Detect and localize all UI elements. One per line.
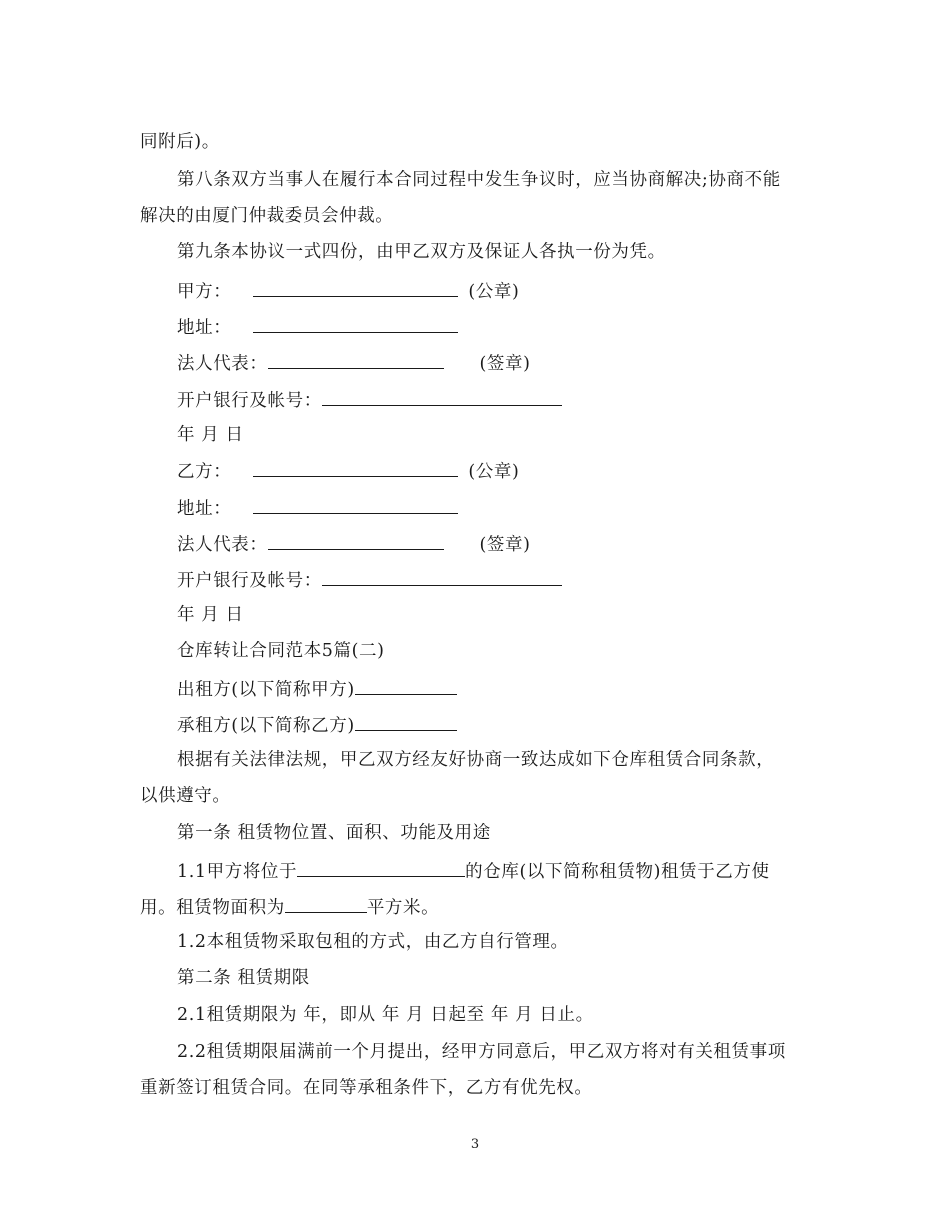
party-a-bank-blank — [322, 387, 562, 406]
lessee-label: 承租方(以下简称乙方) — [177, 716, 355, 736]
clause-2-2-line-2: 重新签订租赁合同。在同等承租条件下，乙方有优先权。 — [140, 1078, 593, 1098]
article-8-line-1: 第八条双方当事人在履行本合同过程中发生争议时，应当协商解决;协商不能 — [177, 170, 781, 190]
party-a-address-row — [177, 314, 810, 340]
party-a-bank-label: 开户银行及帐号： — [177, 391, 322, 411]
intro-line-2: 以供遵守。 — [140, 786, 231, 806]
clause-2-2-line-1: 2.2租赁期限届满前一个月提出，经甲方同意后，甲乙双方将对有关租赁事项 — [177, 1042, 786, 1062]
clause-2-1: 2.1租赁期限为 年，即从 年 月 日起至 年 月 日止。 — [177, 1005, 594, 1025]
article-9: 第九条本协议一式四份，由甲乙双方及保证人各执一份为凭。 — [177, 242, 666, 262]
article-8-line-2: 解决的由厦门仲裁委员会仲裁。 — [140, 206, 394, 226]
party-b-blank — [253, 458, 458, 477]
clause-1-1-text-b: 的仓库(以下简称租赁物)租赁于乙方使 — [465, 862, 770, 882]
clause-1-1-text-a: 1.1甲方将位于 — [177, 862, 298, 882]
party-b-address-label: 地址： — [177, 499, 232, 519]
lessor-blank — [355, 676, 457, 695]
clause-1-1-text-d: 平方米。 — [366, 898, 440, 918]
text-line: 同附后)。 — [140, 132, 220, 152]
party-a-address-blank — [253, 314, 458, 333]
party-b-date: 年 月 日 — [177, 605, 244, 625]
party-a-rep-label: 法人代表： — [177, 354, 268, 374]
party-b-rep-label: 法人代表： — [177, 535, 268, 555]
party-a-blank — [253, 278, 458, 297]
article-1-heading: 第一条 租赁物位置、面积、功能及用途 — [177, 823, 491, 843]
party-b-address-row — [177, 495, 810, 521]
clause-1-1-line-2 — [140, 894, 810, 920]
party-b-bank-row — [177, 567, 810, 593]
clause-1-2: 1.2本租赁物采取包租的方式，由乙方自行管理。 — [177, 932, 569, 952]
party-b-rep-row — [177, 531, 810, 557]
party-a-seal: (公章) — [468, 282, 520, 302]
location-blank — [297, 858, 465, 877]
party-a-label: 甲方： — [177, 282, 232, 302]
clause-1-1-text-c: 用。租赁物面积为 — [140, 898, 285, 918]
lessee-blank — [355, 712, 457, 731]
party-a-sign: (签章) — [479, 354, 531, 374]
lessor-label: 出租方(以下简称甲方) — [177, 680, 355, 700]
lessor-row — [177, 676, 810, 702]
section-title: 仓库转让合同范本5篇(二) — [177, 641, 385, 661]
party-b-sign: (签章) — [479, 535, 531, 555]
lessee-row — [177, 712, 810, 738]
page-number: 3 — [470, 1137, 480, 1152]
party-b-bank-label: 开户银行及帐号： — [177, 571, 322, 591]
party-a-date: 年 月 日 — [177, 425, 244, 445]
party-b-seal: (公章) — [468, 462, 520, 482]
party-b-label: 乙方： — [177, 462, 232, 482]
party-a-address-label: 地址： — [177, 318, 232, 338]
party-a-rep-blank — [268, 350, 444, 369]
party-b-row — [177, 458, 810, 484]
party-a-rep-row — [177, 350, 810, 376]
clause-1-1-line-1 — [177, 858, 810, 884]
party-b-address-blank — [253, 495, 458, 514]
article-2-heading: 第二条 租赁期限 — [177, 968, 310, 988]
party-a-row — [177, 278, 810, 304]
party-b-bank-blank — [322, 567, 562, 586]
party-b-rep-blank — [268, 531, 444, 550]
intro-line-1: 根据有关法律法规，甲乙双方经友好协商一致达成如下仓库租赁合同条款， — [177, 750, 775, 770]
party-a-bank-row — [177, 387, 810, 413]
area-blank — [285, 894, 367, 913]
